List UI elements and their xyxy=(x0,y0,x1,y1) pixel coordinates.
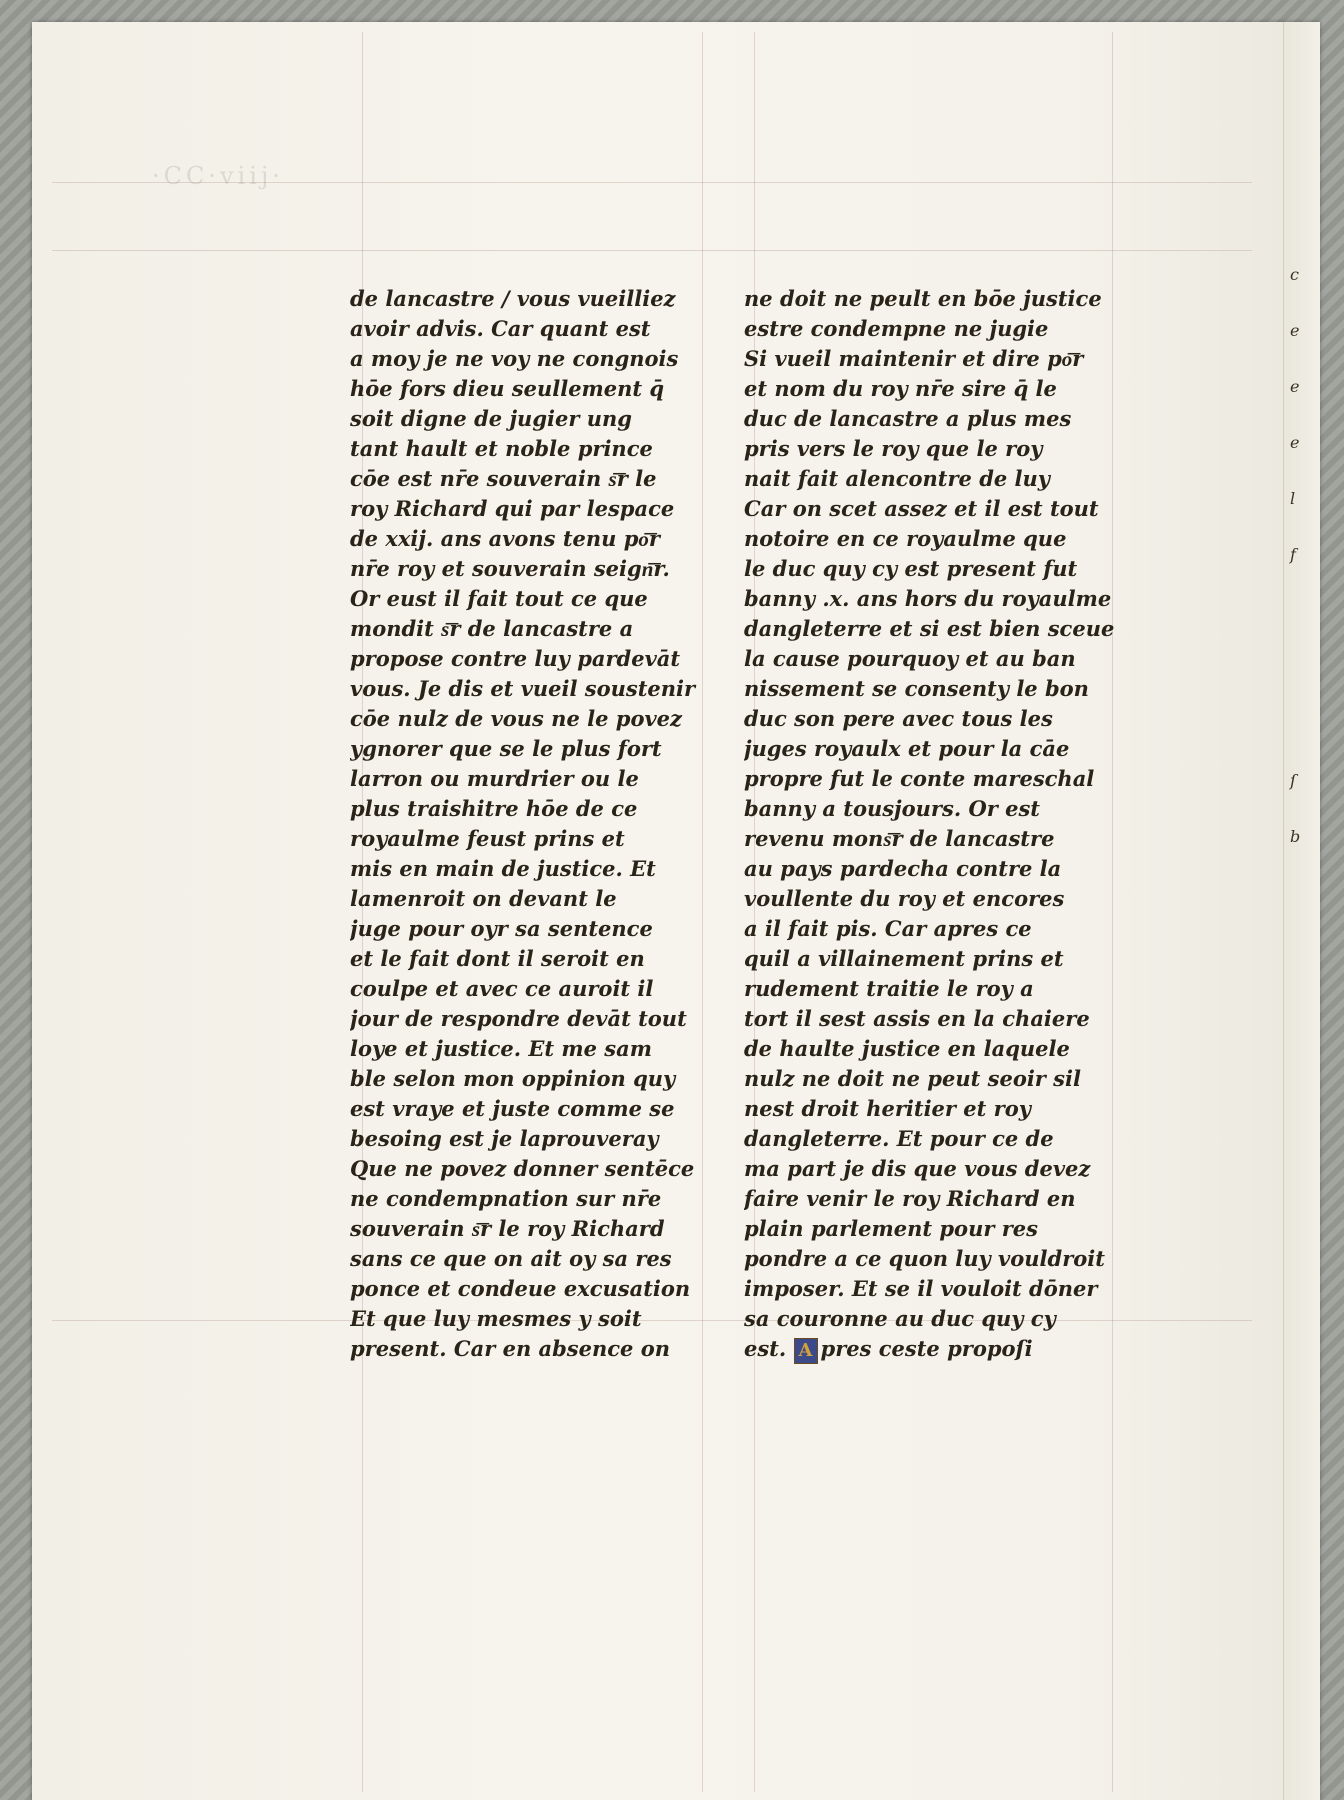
text-line: loye et justice. Et me sam xyxy=(350,1036,652,1061)
text-line: notoire en ce royaulme que xyxy=(744,526,1067,551)
text-line: et nom du roy nr̄e sire q̄ le xyxy=(744,376,1057,401)
text-line-with-initial xyxy=(744,1334,1144,1364)
text-line: estre condempne ne jugie xyxy=(744,316,1049,341)
text-line: tort il sest assis en la chaiere xyxy=(744,1006,1090,1031)
margin-fragment: e xyxy=(1290,321,1300,340)
text-line: banny .x. ans hors du royaulme xyxy=(744,586,1112,611)
margin-fragment: c xyxy=(1290,265,1299,284)
text-line: Si vueil maintenir et dire po͞r xyxy=(744,346,1084,371)
text-line: juge pour oyr sa sentence xyxy=(350,916,653,941)
manuscript-page xyxy=(32,22,1320,1800)
text-line: nest droit heritier et roy xyxy=(744,1096,1031,1121)
text-line: roy Richard qui par lespace xyxy=(350,496,675,521)
right-text-column xyxy=(744,284,1144,1364)
text-line: nissement se consenty le bon xyxy=(744,676,1089,701)
text-line: de haulte justice en laquele xyxy=(744,1036,1070,1061)
text-line: plain parlement pour res xyxy=(744,1216,1038,1241)
text-line: soit digne de jugier ung xyxy=(350,406,632,431)
text-line: present. Car en absence on xyxy=(350,1336,670,1361)
text-line: dangleterre et si est bien sceue xyxy=(744,616,1115,641)
text-line: royaulme feust prins et xyxy=(350,826,625,851)
text-line: rudement traitie le roy a xyxy=(744,976,1034,1001)
text-line: pondre a ce quon luy vouldroit xyxy=(744,1246,1105,1271)
text-line: nait fait alencontre de luy xyxy=(744,466,1051,491)
text-line: imposer. Et se il vouloit dōner xyxy=(744,1276,1098,1301)
text-line: ygnorer que se le plus fort xyxy=(350,736,662,761)
text-line: avoir advis. Car quant est xyxy=(350,316,651,341)
margin-fragment: e xyxy=(1290,433,1300,452)
text-line: besoing est je laprouveray xyxy=(350,1126,659,1151)
line-prefix: est. xyxy=(744,1336,787,1361)
text-line: juges royaulx et pour la cāe xyxy=(744,736,1070,761)
text-line: jour de respondre devāt tout xyxy=(350,1006,687,1031)
text-line: de xxij. ans avons tenu po͞r xyxy=(350,526,660,551)
text-line: Que ne povez donner sentēce xyxy=(350,1156,695,1181)
text-line: ne condempnation sur nr̄e xyxy=(350,1186,662,1211)
text-line: ne doit ne peult en bōe justice xyxy=(744,286,1102,311)
text-line: duc son pere avec tous les xyxy=(744,706,1053,731)
text-line: nr̄e roy et souverain seign͞r. xyxy=(350,556,670,581)
text-line: a moy je ne voy ne congnois xyxy=(350,346,679,371)
text-line: nulz ne doit ne peut seoir sil xyxy=(744,1066,1081,1091)
margin-fragment: e xyxy=(1290,377,1300,396)
text-line: cōe est nr̄e souverain s͞r le xyxy=(350,466,657,491)
text-line: au pays pardecha contre la xyxy=(744,856,1062,881)
text-line: propose contre luy pardevāt xyxy=(350,646,681,671)
text-line: et le fait dont il seroit en xyxy=(350,946,645,971)
margin-fragment: f xyxy=(1290,545,1296,564)
text-line: revenu mons͞r de lancastre xyxy=(744,826,1055,851)
faint-folio-number: ·CC·viij· xyxy=(152,162,284,190)
text-line: est vraye et juste comme se xyxy=(350,1096,675,1121)
text-line: hōe fors dieu seullement q̄ xyxy=(350,376,665,401)
text-line: sans ce que on ait oy sa res xyxy=(350,1246,672,1271)
margin-fragment: b xyxy=(1290,827,1301,846)
text-line: le duc quy cy est present fut xyxy=(744,556,1078,581)
facing-page-text-fragments xyxy=(1290,262,1314,880)
text-line: la cause pourquoy et au ban xyxy=(744,646,1076,671)
text-line: larron ou murdrier ou le xyxy=(350,766,639,791)
text-line: ponce et condeue excusation xyxy=(350,1276,691,1301)
text-line: mis en main de justice. Et xyxy=(350,856,656,881)
text-line: faire venir le roy Richard en xyxy=(744,1186,1076,1211)
text-line: Or eust il fait tout ce que xyxy=(350,586,648,611)
text-line: dangleterre. Et pour ce de xyxy=(744,1126,1054,1151)
text-line: banny a tousjours. Or est xyxy=(744,796,1040,821)
margin-fragment: l xyxy=(1290,489,1296,508)
text-line: souverain s͞r le roy Richard xyxy=(350,1216,665,1241)
text-line: cōe nulz de vous ne le povez xyxy=(350,706,682,731)
text-line: propre fut le conte mareschal xyxy=(744,766,1095,791)
line-rest: pres ceste propoſi xyxy=(820,1336,1033,1361)
text-line: quil a villainement prins et xyxy=(744,946,1064,971)
margin-fragment: ſ xyxy=(1290,771,1296,790)
text-line: de lancastre / vous vueilliez xyxy=(350,286,676,311)
text-line: lamenroit on devant le xyxy=(350,886,617,911)
left-text-column xyxy=(350,284,750,1364)
ruling-line xyxy=(52,250,1252,251)
illuminated-initial: A xyxy=(794,1338,818,1364)
text-line: ma part je dis que vous devez xyxy=(744,1156,1091,1181)
text-line: Car on scet assez et il est tout xyxy=(744,496,1099,521)
text-line: duc de lancastre a plus mes xyxy=(744,406,1072,431)
text-line: sa couronne au duc quy cy xyxy=(744,1306,1056,1331)
text-line: vous. Je dis et vueil soustenir xyxy=(350,676,696,701)
text-line: pris vers le roy que le roy xyxy=(744,436,1043,461)
text-line: a il fait pis. Car apres ce xyxy=(744,916,1032,941)
text-line: mondit s͞r de lancastre a xyxy=(350,616,634,641)
text-line: ble selon mon oppinion quy xyxy=(350,1066,676,1091)
text-line: coulpe et avec ce auroit il xyxy=(350,976,654,1001)
text-line: tant hault et noble prince xyxy=(350,436,653,461)
text-line: plus traishitre hōe de ce xyxy=(350,796,638,821)
text-line: Et que luy mesmes y soit xyxy=(350,1306,642,1331)
text-line: voullente du roy et encores xyxy=(744,886,1065,911)
